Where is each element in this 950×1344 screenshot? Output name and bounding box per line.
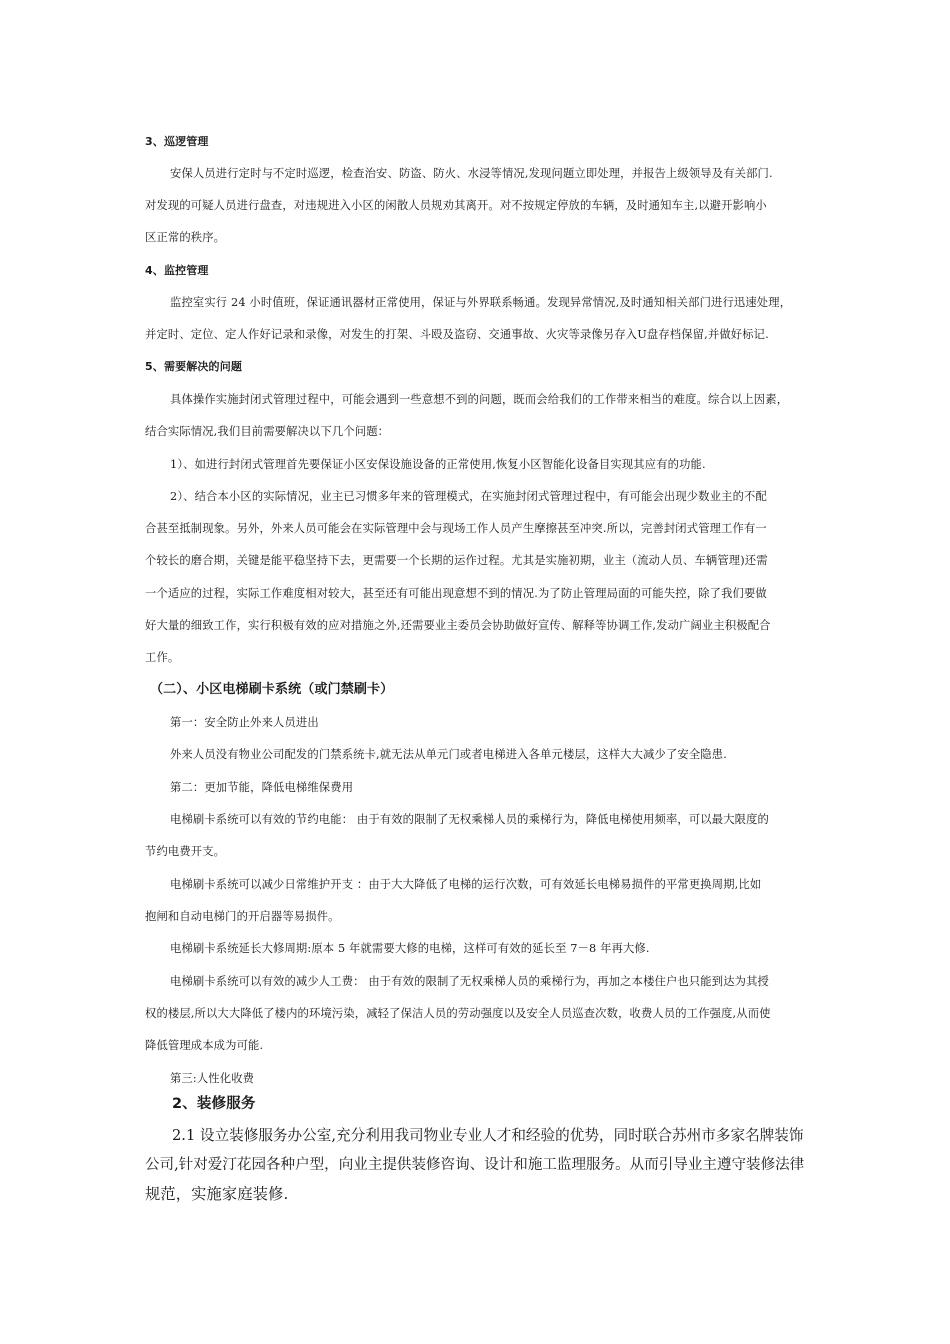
paragraph-line: 电梯刷卡系统可以减少日常维护开支 ：由于大大降低了电梯的运行次数，可有效延长电梯易损件的平常更换周期,比如 <box>170 878 762 891</box>
section-heading-patrol: 3、巡逻管理 <box>145 135 209 148</box>
paragraph-line: 电梯刷卡系统可以有效的减少人工费： 由于有效的限制了无权乘梯人员的乘梯行为，再加之本楼住户也只能到达为其授 <box>170 975 769 988</box>
paragraph-line: 电梯刷卡系统可以有效的节约电能： 由于有效的限制了无权乘梯人员的乘梯行为，降低电梯使用频率，可以最大限度的 <box>170 813 769 826</box>
paragraph-line: 好大量的细致工作，实行积极有效的应对措施之外,还需要业主委员会协助做好宣传、解释等协调工作,发动广阔业主积极配合 <box>145 619 771 632</box>
paragraph-line: 结合实际情况,我们目前需要解决以下几个问题： <box>145 425 390 438</box>
paragraph-line: 外来人员没有物业公司配发的门禁系统卡,就无法从单元门或者电梯进入各单元楼层，这样大大减少了安全隐患. <box>170 748 727 761</box>
paragraph-line: 合甚至抵制现象。另外，外来人员可能会在实际管理中会与现场工作人员产生摩擦甚至冲突.所以，完善封闭式管理工作有一 <box>145 522 767 535</box>
paragraph-line: 节约电费开支。 <box>145 845 226 858</box>
paragraph-line: 电梯刷卡系统延长大修周期:原本 5 年就需要大修的电梯，这样可有效的延长至 7－8 年再大修. <box>170 942 650 955</box>
paragraph-line: 个较长的磨合期，关键是能平稳坚持下去，更需要一个长期的运作过程。尤其是实施初期，业主（流动人员、车辆管理)还需 <box>145 554 768 567</box>
paragraph-line: 公司,针对爱汀花园各种户型，向业主提供装修咨询、设计和施工监理服务。从而引导业主遵守装修法律 <box>145 1156 805 1173</box>
paragraph-line: 监控室实行 24 小时值班，保证通讯器材正常使用，保证与外界联系畅通。发现异常情况,及时通知相关部门进行迅速处理， <box>170 296 792 309</box>
paragraph-line: 权的楼层,所以大大降低了楼内的环境污染，减轻了保洁人员的劳动强度以及安全人员巡查次数，收费人员的工作强度,从而使 <box>145 1007 771 1020</box>
paragraph-line: 区正常的秩序。 <box>145 231 226 244</box>
paragraph-line: 第三:人性化收费 <box>170 1072 255 1085</box>
section-heading-monitor: 4、监控管理 <box>145 264 209 277</box>
paragraph-line: 2.1 设立装修服务办公室,充分利用我司物业专业人才和经验的优势，同时联合苏州市多家名牌装饰 <box>172 1127 804 1144</box>
list-item: 1）、如进行封闭式管理首先要保证小区安保设施设备的正常使用,恢复小区智能化设备目实现其应有的功能. <box>170 458 706 471</box>
paragraph-line: 安保人员进行定时与不定时巡逻，检查治安、防盗、防火、水浸等情况,发现问题立即处理，并报告上级领导及有关部门. <box>170 167 773 180</box>
paragraph-line: 并定时、定位、定人作好记录和录像，对发生的打架、斗殴及盗窃、交通事故、火灾等录像另存入U盘存档保留,并做好标记. <box>145 328 769 341</box>
paragraph-line: 具体操作实施封闭式管理过程中，可能会遇到一些意想不到的问题，既而会给我们的工作带来相当的难度。综合以上因素， <box>170 393 789 406</box>
paragraph-line: 第二：更加节能，降低电梯维保费用 <box>170 781 354 794</box>
list-item: 2）、结合本小区的实际情况，业主已习惯多年来的管理模式，在实施封闭式管理过程中，有可能会出现少数业主的不配 <box>170 490 767 503</box>
paragraph-line: 规范，实施家庭装修. <box>145 1185 289 1203</box>
section-heading-elevator: （二）、小区电梯刷卡系统（或门禁刷卡） <box>150 682 394 697</box>
paragraph-line: 一个适应的过程，实际工作难度相对较大，甚至还有可能出现意想不到的情况.为了防止管理局面的可能失控，除了我们要做 <box>145 587 767 600</box>
section-heading-issues: 5、需要解决的问题 <box>145 360 243 373</box>
paragraph-line: 第一：安全防止外来人员进出 <box>170 716 319 729</box>
paragraph-line: 抱闸和自动电梯门的开启器等易损件。 <box>145 910 340 923</box>
paragraph-line: 工作。 <box>145 651 180 664</box>
paragraph-line: 降低管理成本成为可能. <box>145 1039 264 1052</box>
paragraph-line: 对发现的可疑人员进行盘查，对违规进入小区的闲散人员规劝其离开。对不按规定停放的车辆，及时通知车主,以避开影响小 <box>145 199 767 212</box>
section-heading-renovation: 2、装修服务 <box>172 1096 256 1112</box>
